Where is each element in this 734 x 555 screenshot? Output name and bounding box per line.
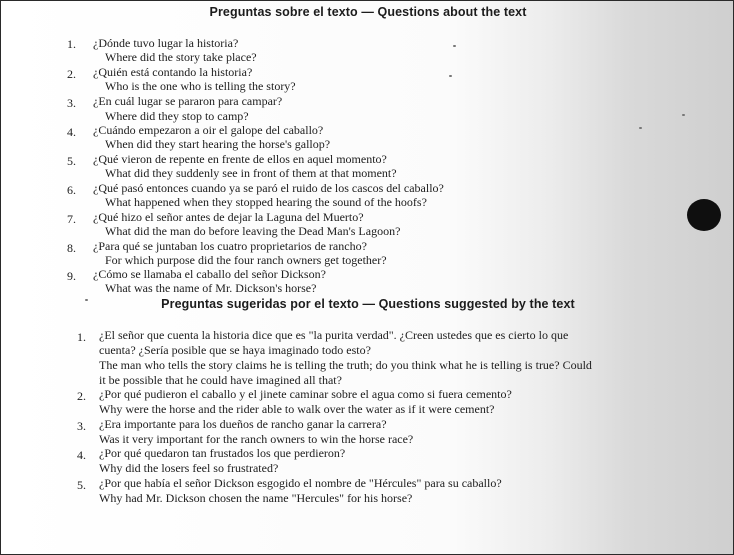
s2q2-line2: Why were the horse and the rider able to walk over the water as if it were cement? <box>99 402 495 416</box>
s2q1-line4: it be possible that he could have imagined all that? <box>99 373 342 387</box>
scan-speck <box>639 127 642 129</box>
q7-number: 7. <box>67 212 76 226</box>
q9-english: What was the name of Mr. Dickson's horse? <box>105 281 317 295</box>
q1-number: 1. <box>67 37 76 51</box>
q2-number: 2. <box>67 67 76 81</box>
s2q5-line1: ¿Por que había el señor Dickson esgogido el nombre de "Hércules" para su caballo? <box>99 476 502 490</box>
q6-english: What happened when they stopped hearing the sound of the hoofs? <box>105 195 427 209</box>
q9-spanish: ¿Cómo se llamaba el caballo del señor Dickson? <box>93 267 326 281</box>
q7-spanish: ¿Qué hizo el señor antes de dejar la Laguna del Muerto? <box>93 210 364 224</box>
s2q3-line1: ¿Era importante para los dueños de rancho ganar la carrera? <box>99 417 387 431</box>
s2q2-number: 2. <box>77 389 86 403</box>
q4-english: When did they start hearing the horse's gallop? <box>105 137 331 151</box>
scan-speck <box>453 45 456 47</box>
q8-english: For which purpose did the four ranch owners get together? <box>105 253 387 267</box>
q1-spanish: ¿Dónde tuvo lugar la historia? <box>93 36 239 50</box>
s2q2-line1: ¿Por qué pudieron el caballo y el jinete caminar sobre el agua como si fuera cemento? <box>99 387 512 401</box>
scan-speck <box>449 75 452 77</box>
s2q5-number: 5. <box>77 478 86 492</box>
scan-hole-mark <box>687 199 721 231</box>
s2q3-number: 3. <box>77 419 86 433</box>
s2q4-line1: ¿Por qué quedaron tan frustados los que perdieron? <box>99 446 346 460</box>
q9-number: 9. <box>67 269 76 283</box>
scan-speck <box>682 114 685 116</box>
s2q1-line2: cuenta? ¿Sería posible que se haya imaginado todo esto? <box>99 343 371 357</box>
q3-spanish: ¿En cuál lugar se pararon para campar? <box>93 94 283 108</box>
q2-english: Who is the one who is telling the story? <box>105 79 296 93</box>
q4-spanish: ¿Cuándo empezaron a oir el galope del caballo? <box>93 123 324 137</box>
q6-spanish: ¿Qué pasó entonces cuando ya se paró el ruido de los cascos del caballo? <box>93 181 444 195</box>
s2q4-line2: Why did the losers feel so frustrated? <box>99 461 279 475</box>
q3-number: 3. <box>67 96 76 110</box>
q4-number: 4. <box>67 125 76 139</box>
scan-speck <box>85 299 88 301</box>
s2q5-line2: Why had Mr. Dickson chosen the name "Hercules" for his horse? <box>99 491 413 505</box>
section2-heading: Preguntas sugeridas por el texto — Questions suggested by the text <box>161 297 575 311</box>
q2-spanish: ¿Quién está contando la historia? <box>93 65 253 79</box>
q8-number: 8. <box>67 241 76 255</box>
s2q3-line2: Was it very important for the ranch owners to win the horse race? <box>99 432 414 446</box>
s2q1-line1: ¿El señor que cuenta la historia dice que es "la purita verdad". ¿Creen ustedes que es cierto lo que <box>99 328 569 342</box>
s2q1-line3: The man who tells the story claims he is telling the truth; do you think what he is telling is true? Could <box>99 358 592 372</box>
q3-english: Where did they stop to camp? <box>105 109 249 123</box>
q8-spanish: ¿Para qué se juntaban los cuatro proprietarios de rancho? <box>93 239 367 253</box>
q7-english: What did the man do before leaving the Dead Man's Lagoon? <box>105 224 401 238</box>
q5-number: 5. <box>67 154 76 168</box>
q1-english: Where did the story take place? <box>105 50 257 64</box>
q5-spanish: ¿Qué vieron de repente en frente de ellos en aquel momento? <box>93 152 387 166</box>
q5-english: What did they suddenly see in front of them at that moment? <box>105 166 397 180</box>
q6-number: 6. <box>67 183 76 197</box>
s2q4-number: 4. <box>77 448 86 462</box>
section1-heading: Preguntas sobre el texto — Questions about the text <box>209 5 527 19</box>
s2q1-number: 1. <box>77 330 86 344</box>
